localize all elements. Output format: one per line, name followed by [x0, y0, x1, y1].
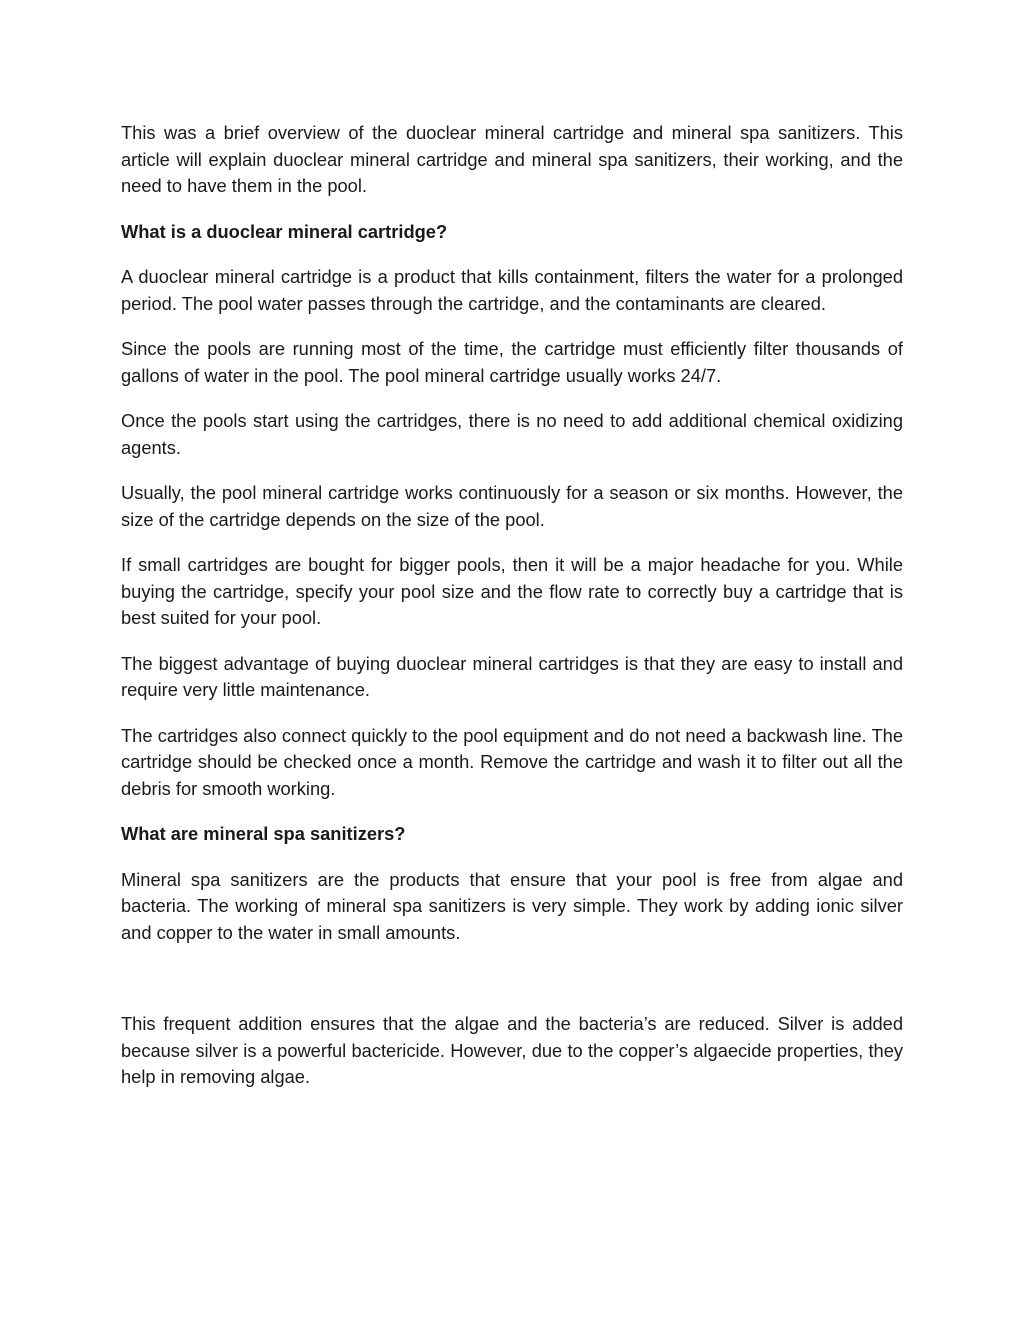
heading-duoclear-cartridge: What is a duoclear mineral cartridge? — [121, 220, 448, 242]
heading-mineral-spa-sanitizers: What are mineral spa sanitizers? — [121, 823, 406, 844]
paragraph-cartridge-sizing: If small cartridges are bought for bigger pools, then it will be a major headache for you. While buying the cartridge, specify your pool size and the flow rate to correctly buy a cartridge that is best suited for your pool. — [121, 554, 903, 628]
blank-spacer — [121, 965, 903, 1011]
paragraph-sanitizer-definition: Mineral spa sanitizers are the products that ensure that your pool is free from algae and bacteria. The working of mineral spa sanitizers is very simple. They work by adding ionic silver and copper to the water in small amounts. — [121, 868, 903, 943]
paragraph-cartridge-filtering: Since the pools are running most of the time, the cartridge must efficiently filter thousands of gallons of water in the pool. The pool mineral cartridge usually works 24/7. — [121, 338, 903, 386]
paragraph-cartridge-definition: A duoclear mineral cartridge is a product that kills containment, filters the water for a prolonged period. The pool water passes through the cartridge, and the contaminants are cleared. — [121, 266, 903, 314]
paragraph-oxidizing-agents: Once the pools start using the cartridges, there is no need to add additional chemical oxidizing agents. — [121, 410, 903, 458]
paragraph-cartridge-maintenance: The cartridges also connect quickly to the pool equipment and do not need a backwash line. The cartridge should be checked once a month. Remove the cartridge and wash it to filter out all the debris for smooth working. — [121, 724, 903, 799]
paragraph-cartridge-advantage: The biggest advantage of buying duoclear mineral cartridges is that they are easy to install and require very little maintenance. — [121, 652, 903, 700]
paragraph-cartridge-duration: Usually, the pool mineral cartridge works continuously for a season or six months. However, the size of the cartridge depends on the size of the pool. — [121, 482, 903, 530]
document-body — [121, 120, 903, 1110]
intro-paragraph: This was a brief overview of the duoclear mineral cartridge and mineral spa sanitizers. This article will explain duoclear mineral cartridge and mineral spa sanitizers, their working, and the need to have them in the pool. — [121, 122, 903, 196]
paragraph-silver-copper: This frequent addition ensures that the algae and the bacteria’s are reduced. Silver is added because silver is a powerful bactericide. However, due to the copper’s algaecide properties, they help in removing algae. — [121, 1013, 903, 1087]
